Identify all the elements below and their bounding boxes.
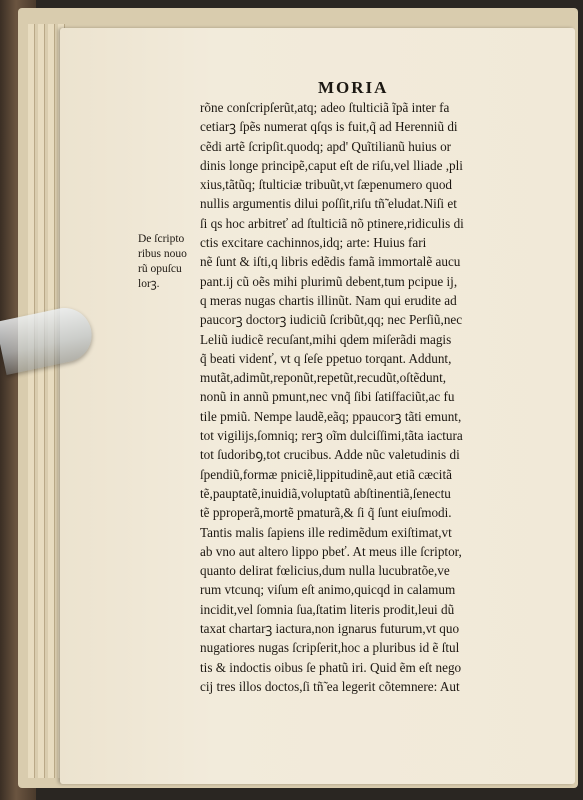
text-line: rum vtcunq; viſum eſt animo,quicqd in calamum xyxy=(200,582,456,598)
text-line: tot vigilijs,ſomniq; rerꝫ oĩm dulciſſimi,tãta iactura xyxy=(200,428,463,444)
text-line: q meras nugas chartis illinũt. Nam qui erudite ad xyxy=(200,292,457,308)
text-line: cẽdi artẽ ſcripſit.quodq; apd' Quĩtilianũ huius or xyxy=(200,138,452,154)
text-line: tile pmiũ. Nempe laudẽ,eãq; ppaucorꝫ tãti emunt, xyxy=(200,408,462,424)
text-line: paucorꝫ doctorꝫ iudiciũ ſcribũt,qq; nec Perſiũ,nec xyxy=(200,312,463,328)
text-line: rõne conſcripſerũt,atq; adeo ſtulticiã ĩpã inter fa xyxy=(200,100,450,115)
text-line: Leliũ iudicẽ recuſant,mihi qdem miſerãdi magis xyxy=(200,331,452,347)
text-line: mutãt,adimũt,reponũt,repetũt,recudũt,oſtẽdunt, xyxy=(200,370,447,386)
page-edge xyxy=(38,24,45,778)
body-text xyxy=(200,98,540,696)
text-line: Tantis malis ſapiens ille redimẽdum exiſtimat,vt xyxy=(200,524,452,540)
text-line: tis & indoctis oibus ſe phatũ iri. Quid ẽm eſt nego xyxy=(200,659,462,675)
margin-note-line: ribus nouo xyxy=(138,248,187,260)
running-head: MORIA xyxy=(318,78,389,97)
text-line: q̃ beati videnť, vt q ſeſe ppetuo torqant. Addunt, xyxy=(200,350,452,366)
text-line: ſi qs hoc arbitreť ad ſtulticiã nõ ptinere,ridiculis di xyxy=(200,215,464,231)
text-line: nugatiores nugas ſcripſerit,hoc a pluribus id ẽ ſtul xyxy=(200,640,460,656)
text-line: incidit,vel ſomnia ſua,ſtatim literis prodit,leui dũ xyxy=(200,601,455,617)
page-edge xyxy=(28,24,35,778)
text-line: cij tres illos doctos,ſi tñ̃ ea legerit cõtemnere: Aut xyxy=(200,678,460,694)
text-line: tẽ,pauptatẽ,inuidiã,voluptatũ abſtinentiã,ſenectu xyxy=(200,485,451,501)
text-line: cetiarꝫ ſpẽs numerat qſqs is fuit,q̃ ad Herenniũ di xyxy=(200,119,458,135)
text-line: nonũ in annũ pmunt,nec vnq̃ ſibi ſatiſfaciũt,ac fu xyxy=(200,389,455,405)
text-line: nullis argumentis dilui poſſit,riſu tñ̃ eludat.Niſi et xyxy=(200,196,457,212)
text-line: pant.ij cũ oẽs mihi plurimũ debent,tum pcipue ij, xyxy=(200,273,458,289)
margin-note-line: De ſcripto xyxy=(138,233,185,245)
page-edge xyxy=(48,24,55,778)
text-line: taxat chartarꝫ iactura,non ignarus futurum,vt quo xyxy=(200,621,460,637)
text-line: tẽ pproperã,mortẽ pmaturã,& ſi q̃ ſunt eiuſmodi. xyxy=(200,505,452,521)
text-line: dinis longe principẽ,caput eſt de riſu,vel lliade ,pli xyxy=(200,157,463,173)
margin-note-line: rũ opuſcu xyxy=(138,263,182,275)
margin-note-line: lorꝫ. xyxy=(138,278,160,290)
text-line: ctis excitare cachinnos,idq; arte: Huius fari xyxy=(200,235,427,251)
text-line: xius,tãtũq; ſtulticiæ tribuũt,vt ſæpenumero quod xyxy=(200,177,453,193)
margin-note xyxy=(138,232,208,292)
text-line: tot ſudoribꝯ,tot crucibus. Adde nũc valetudinis di xyxy=(200,447,460,463)
text-line: ſpendiũ,formæ pniciẽ,lippitudinẽ,aut etiã cæcitã xyxy=(200,466,452,482)
text-line: nẽ ſunt & iſti,q libris edẽdis famã immortalẽ aucu xyxy=(200,254,461,270)
text-line: ab vno aut altero lippo pbeť. At meus ille ſcriptor, xyxy=(200,543,462,559)
text-line: quanto delirat fœlicius,dum nulla lucubratõe,ve xyxy=(200,563,450,579)
